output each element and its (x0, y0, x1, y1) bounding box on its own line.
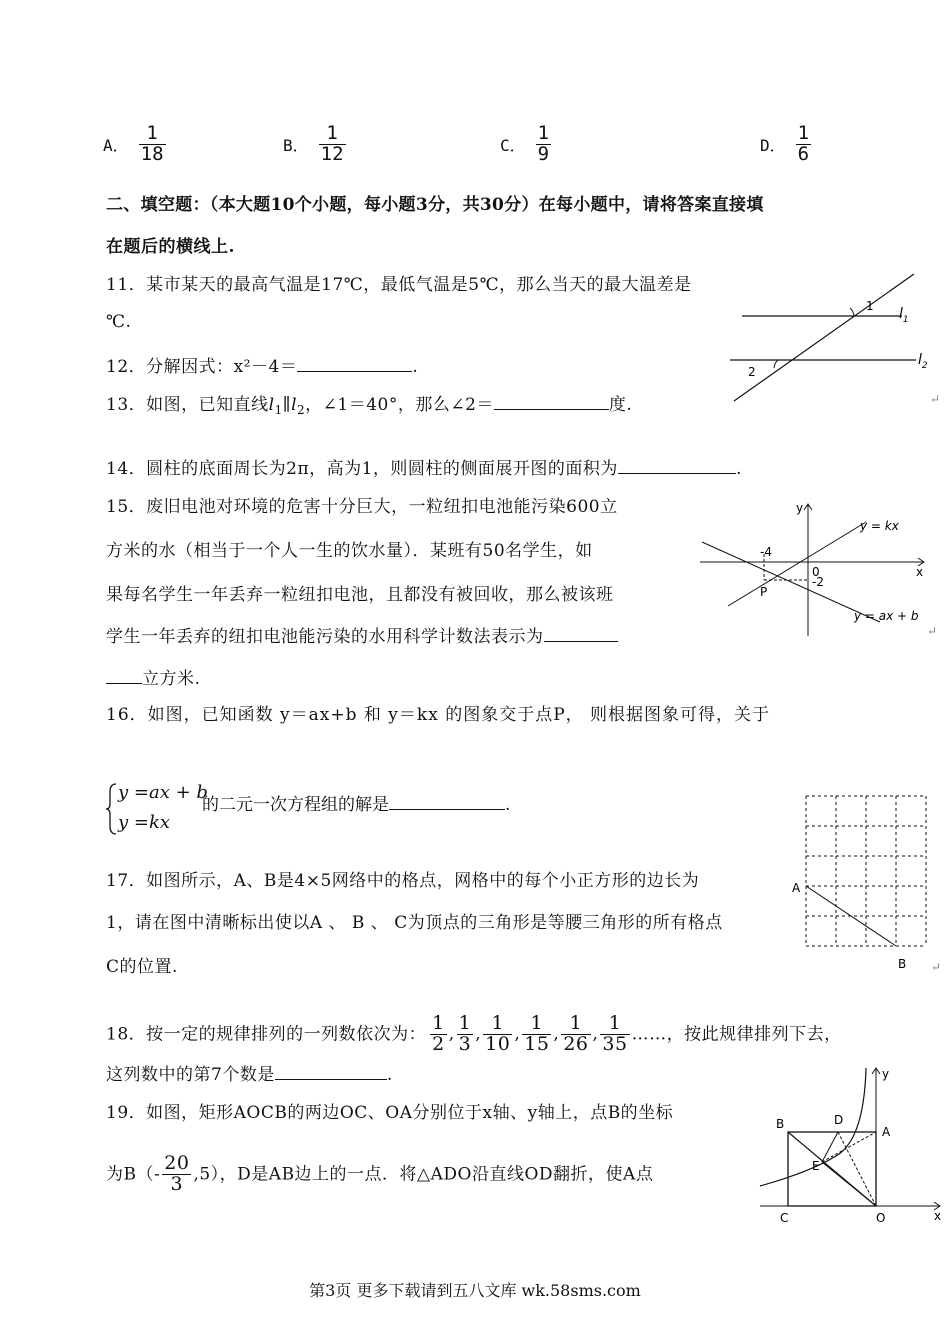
angle-2-arc (774, 360, 778, 368)
grid-lines (806, 796, 926, 946)
x-axis-label: x (934, 1209, 942, 1223)
brace (104, 782, 118, 836)
question-18-line2: 这列数中的第7个数是 . (106, 1065, 393, 1085)
answer-blank-14[interactable] (618, 457, 736, 474)
return-mark: ↵ (931, 960, 942, 974)
y-axis-label: y (882, 1067, 890, 1081)
segment-eo (822, 1162, 876, 1206)
question-11-unit: ℃. (106, 312, 132, 332)
question-16-answer: 的二元一次方程组的解是 . (202, 795, 511, 815)
question-13: 13．如图，已知直线$l_1\parallel l_2$，∠1＝40°，那么∠2＝ 度. (106, 395, 633, 417)
l2-label: $l_2$ (918, 352, 928, 371)
tick-neg2: -2 (812, 575, 824, 589)
figure-grid (788, 790, 938, 976)
point-b-label: B (898, 957, 907, 971)
answer-blank-12[interactable] (297, 355, 412, 372)
question-15-line1: 15．废旧电池对环境的危害十分巨大，一粒纽扣电池能污染600立 (106, 497, 618, 517)
question-15-line5: 立方米. (106, 664, 200, 689)
question-12: 12．分解因式：x²－4＝ . (106, 357, 419, 377)
page-footer: 第3页 更多下载请到五八文库 wk.58sms.com (309, 1281, 641, 1300)
question-15-line2: 方米的水（相当于一个人一生的饮水量）．某班有50名学生，如 (106, 541, 593, 561)
point-b-label: B (776, 1117, 785, 1131)
answer-blank-13[interactable] (494, 393, 609, 410)
question-15-line3: 果每名学生一年丢弃一粒纽扣电池，且都没有被回收，那么被该班 (106, 585, 614, 605)
option-b: B． $\frac{1}{12}$ (283, 122, 344, 165)
option-a: A． $\frac{1}{18}$ (103, 122, 164, 165)
angle-2-label: 2 (748, 365, 756, 379)
point-a-label: A (882, 1125, 891, 1139)
question-19-line1: 19．如图，矩形AOCB的两边OC、OA分别位于x轴、y轴上，点B的坐标 (106, 1103, 674, 1123)
section-heading-line1: 二、填空题：（本大题10个小题，每小题3分，共30分）在每小题中，请将答案直接填 (106, 195, 764, 215)
line-y-kx (728, 522, 866, 606)
point-p-label: P (760, 585, 768, 599)
option-c: C． $\frac{1}{9}$ (500, 122, 550, 165)
equation-2: y =kx (118, 812, 171, 833)
question-16: 16．如图，已知函数 y＝ax+b 和 y＝kx 的图象交于点P， 则根据图象可得，关于 (106, 705, 771, 725)
question-17-line2: 1，请在图中清晰标出使以A 、 B 、 C为顶点的三角形是等腰三角形的所有格点 (106, 913, 723, 933)
answer-blank-15[interactable] (544, 625, 618, 642)
return-mark: ↵ (930, 392, 941, 406)
origin-label: 0 (812, 565, 820, 579)
figure-linear-functions (698, 496, 932, 642)
point-c-label: C (780, 1211, 789, 1224)
point-a-label: A (792, 881, 801, 895)
question-14: 14．圆柱的底面周长为2π，高为1，则圆柱的侧面展开图的面积为 . (106, 459, 742, 479)
l1-label: $l_1$ (899, 306, 909, 325)
question-17-line3: C的位置. (106, 957, 178, 977)
point-e-label: E (812, 1159, 820, 1173)
angle-1-arc (850, 308, 854, 316)
figure-rectangle-fold (740, 1064, 948, 1224)
tick-neg4: -4 (760, 545, 772, 559)
answer-blank-16[interactable] (389, 793, 505, 810)
question-17-line1: 17．如图所示，A、B是4×5网络中的格点，网格中的每个小正方形的边长为 (106, 871, 700, 891)
question-18: 18．按一定的规律排列的一列数依次为： $\frac{1}{2}$ , $\frac{1}{3}$ , $\frac{1}{10}$ , $\frac{1}{15}$ , $\frac{1}{26}$ , $\frac{1}{35}$ ……，按此规律排列下去， (106, 1012, 842, 1055)
question-11: 11．某市某天的最高气温是17℃，最低气温是5℃，那么当天的最大温差是 (106, 275, 692, 295)
section-heading-line2: 在题后的横线上. (106, 237, 235, 257)
figure-parallel-lines (720, 268, 945, 408)
point-d-label: D (834, 1113, 844, 1127)
question-19-line2: 为B（- $\frac{20}{3}$ ,5），D是AB边上的一点．将△ADO沿直线OD翻折，使A点 (106, 1152, 654, 1195)
segment-de (822, 1132, 838, 1162)
answer-blank-18[interactable] (275, 1063, 387, 1080)
angle-1-label: 1 (866, 299, 874, 313)
y-axis-label: y (796, 501, 804, 515)
return-mark: ↵ (927, 624, 938, 638)
equation-1: y =ax + b (118, 782, 208, 803)
question-15-line4: 学生一年丢弃的纽扣电池能污染的水用科学计数法表示为 (106, 622, 618, 647)
label-y-kx: y = kx (860, 519, 899, 533)
option-d: D． $\frac{1}{6}$ (760, 122, 810, 165)
point-o-label: O (876, 1211, 886, 1224)
segment-do (838, 1132, 876, 1206)
label-y-axb: y = ax + b (854, 609, 919, 623)
transversal (734, 274, 914, 401)
x-axis-label: x (916, 565, 924, 579)
